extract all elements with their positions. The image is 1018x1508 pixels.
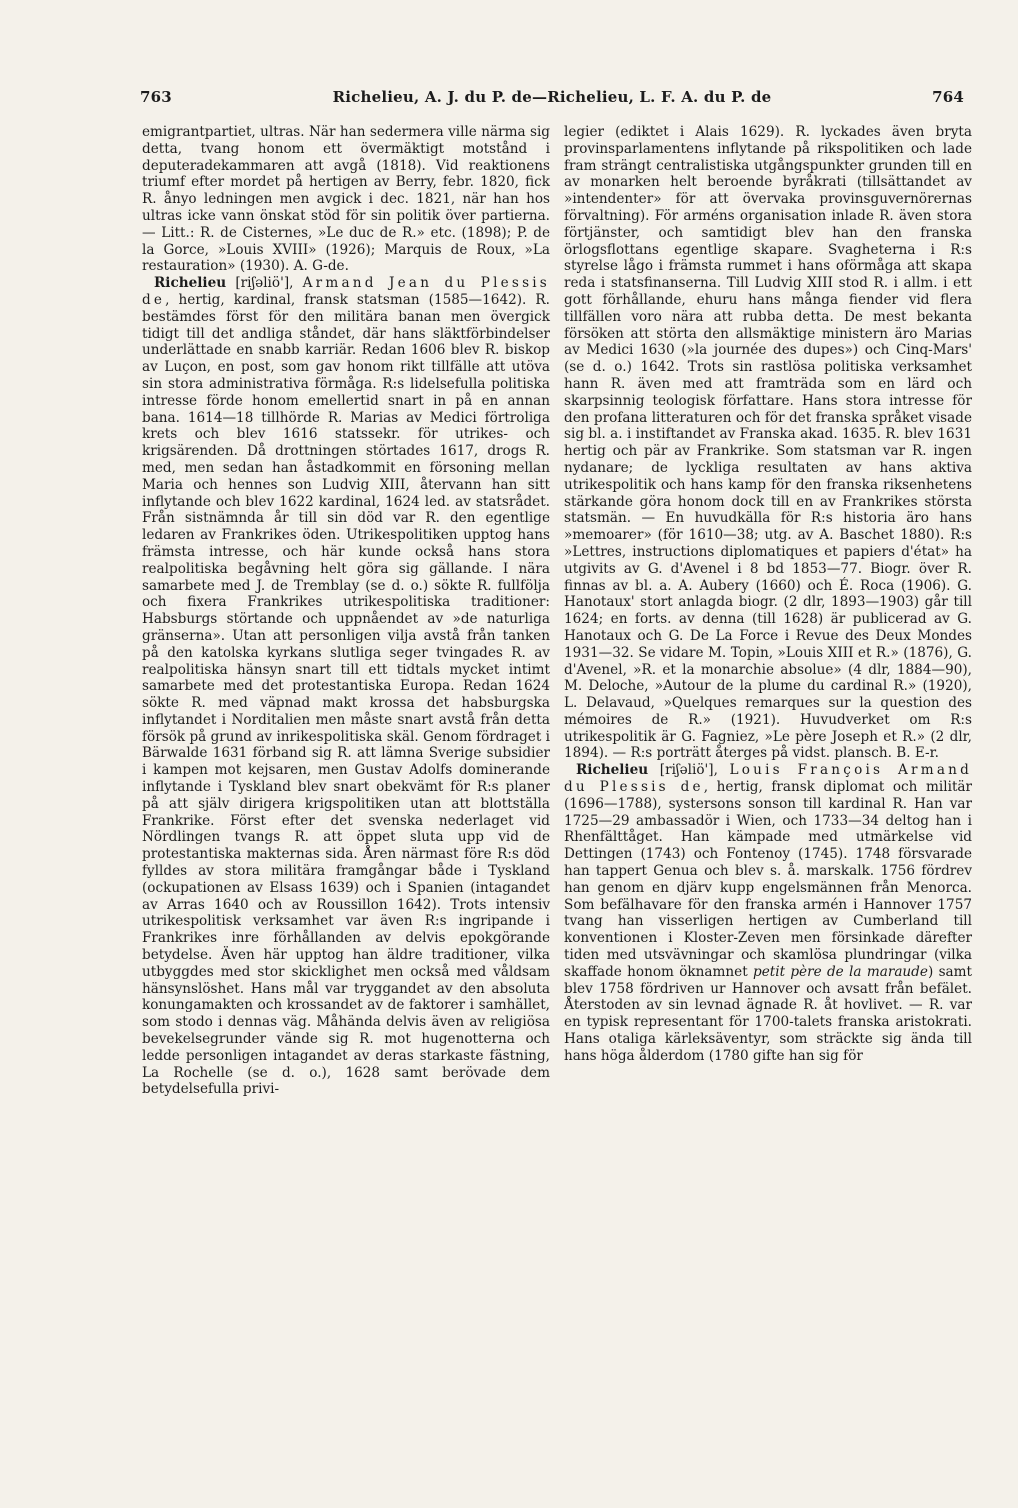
entry-armand-jean xyxy=(142,275,550,1098)
entry-body: , hertig, fransk diplomat och militär (1696—1788), systersons sonson till kardinal R. Han var 1725—29 ambassadör i Wien, och 1733—34 deltog han i Rhenfälttåget. Han kämpade med utmärkelse vid Dettingen (1743) och Fontenoy (1745). 1748 försvarade han tappert Genua och blev s. å. marskalk. 1756 fördrev han genom en djärv kupp engelsmännen från Menorca. Som befälhavare för den franska armén i Hannover 1757 tvang han visserligen hertigen av Cumberland till konventionen i Kloster-Zeven men försinkade därefter tiden med utsvävningar och skamlösa plundringar (vilka skaffade honom öknamnet xyxy=(564,779,973,980)
page-number-right: 764 xyxy=(932,88,964,106)
entry-fullname: Louis François Armand du Plessis de xyxy=(564,762,972,796)
page-header xyxy=(140,88,964,118)
entry-body: , hertig, kardinal, fransk statsman (1585—1642). R. bestämdes först för den militära banan men övergick tidigt till det andliga ståndet, där hans släktförbindelser underlättade en snabb karriär. Redan 1606 blev R. biskop av Luçon, en post, som gav honom rikt tillfälle att utöva sin stora administrativa förmåga. R:s lidelsefulla politiska intresse förde honom emellertid snart in på en annan bana. 1614—18 tillhörde R. Marias av Medici förtroliga krets och blev 1616 statssekr. för utrikes- och krigsärenden. Då drottningen störtades 1617, drogs R. med, men sedan han åstadkommit en försoning mellan Maria och hennes son Ludvig XIII, återvann han sitt inflytande och blev 1622 kardinal, 1624 led. av statsrådet. Från sistnämnda år till sin död var R. den egentlige ledaren av Frankrikes öden. Utrikespolitiken upptog hans främsta intresse, och här kunde också hans stora realpolitiska begåvning helt göra sig gällande. I nära samarbete med J. de Tremblay (se d. o.) sökte R. fullfölja och fixera Frankrikes utrikespolitiska traditioner: Habsburgs störtande och uppnåendet av »de naturliga gränserna». Utan att personligen vilja avstå från tanken på den katolska kyrkans slutliga seger tvingades R. av realpolitiska hänsyn snart till ett tidtals mycket intimt samarbete med det protestantiska Europa. Redan 1624 sökte R. med väpnad makt krossa det habsburgska inflytandet i Norditalien men måste snart avstå från detta försök på grund av inrikespolitiska skäl. Genom fördraget i Bärwalde 1631 förband sig R. att lämna Sverige subsidier i kampen mot kejsaren, men Gustav Adolfs dominerande inflytande i Tyskland blev snart obekvämt för R:s planer på att själv dirigera krigspolitiken utan att blottställa Frankrike. Först efter det svenska nederlaget vid Nördlingen tvangs R. att öppet sluta upp vid de protestantiska makternas sida. Åren närmast före R:s död fylldes av stora militära framgångar både i Tyskland (ockupationen av Elsass 1639) och i Spanien (intagandet av Arras 1640 och av Roussillon 1642). Trots intensiv utrikespolitisk verksamhet var även R:s ingripande i Frankrikes inre förhållanden av delvis epokgörande betydelse. Även här upptog han äldre traditioner, vilka utbyggdes med stor skicklighet men också med våldsam hänsynslöshet. Hans mål var tryggandet av den absoluta konungamakten och krossandet av de faktorer i samhället, som stodo i dennas väg. Måhända delvis även av religiösa bevekelsegrunder vände sig R. mot hugenotterna och ledde personligen intagandet av deras starkaste fästning, La Rochelle (se d. o.), 1628 samt berövade dem betydelsefulla privi- xyxy=(142,291,550,1098)
entry-headword: Richelieu xyxy=(576,762,649,779)
entry-headword: Richelieu xyxy=(154,275,227,292)
entry-louis-francois xyxy=(564,762,972,1064)
entry-body: ) samt blev 1758 fördriven ur Hannover och avsatt från befälet. Återstoden av sin levnad ägnade R. åt hovlivet. — R. var en typisk representant för 1700-talets franska aristokrati. Hans otaliga kärleksäventyr, som sträckte sig ända till hans höga ålderdom (1780 gifte han sig för xyxy=(564,963,972,1064)
paragraph-continuation: legier (ediktet i Alais 1629). R. lyckades även bryta provinsparlamentens inflytande på rikspolitiken och lade fram strängt centralistiska utgångspunkter grunden till en av monarken helt beroende byråkrati (tillsättandet av »intendenter» för att övervaka provinsguvernörernas förvaltning). För arméns organisation inlade R. även stora förtjänster, och samtidigt blev han den franska örlogsflottans egentlige skapare. Svagheterna i R:s styrelse lågo i främsta rummet i hans oförmåga att skapa reda i statsfinanserna. Till Ludvig XIII stod R. i allm. i ett gott förhållande, ehuru hans många fiender vid flera tillfällen voro nära att rubba detta. De mest bekanta försöken att störta den allsmäktige ministern äro Marias av Medici 1630 (»la journée des dupes») och Cinq-Mars' (se d. o.) 1642. Trots sin rastlösa politiska verksamhet hann R. även med att framträda som en lärd och skarpsinnig teologisk författare. Hans stora intresse för den profana litteraturen och för det franska språket visade sig bl. a. i instiftandet av Franska akad. 1635. R. blev 1631 hertig och pär av Frankrike. Som statsman var R. ingen nydanare; de lyckliga resultaten av hans aktiva utrikespolitik och hans kamp för den franska riksenhetens stärkande göra honom dock till en av Frankrikes största statsmän. — En huvudkälla för R:s historia äro hans »memoarer» (för 1610—38; utg. av A. Baschet 1880). R:s »Lettres, instructions diplomatiques et papiers d'état» ha utgivits av G. d'Avenel i 8 bd 1853—77. Biogr. över R. finnas av bl. a. A. Aubery (1660) och É. Roca (1906). G. Hanotaux' stort anlagda biogr. (2 dlr, 1893—1903) går till 1624; en forts. av denna (till 1628) är publicerad av G. Hanotaux och G. De La Force i Revue des Deux Mondes 1931—32. Se vidare M. Topin, »Louis XIII et R.» (1876), G. d'Avenel, »R. et la monarchie absolue» (4 dlr, 1884—90), M. Deloche, »Autour de la plume du cardinal R.» (1920), L. Delavaud, »Quelques remarques sur la question des mémoires de R.» (1921). Huvudverket om R:s utrikespolitik är G. Fagniez, »Le père Joseph et R.» (2 dlr, 1894). — R:s porträtt återges på vidst. plansch. B. E-r. xyxy=(564,124,972,762)
right-column xyxy=(564,124,972,1065)
pronunciation: [riʃəliö'], xyxy=(648,762,730,779)
pronunciation: [riʃəliö'], xyxy=(226,275,303,292)
paragraph-continuation: emigrantpartiet, ultras. När han sedermera ville närma sig detta, tvang honom ett övermäktigt motstånd i deputeradekammaren att avgå (1818). Vid reaktionens triumf efter mordet på hertigen av Berry, febr. 1820, fick R. ånyo ledningen men avgick i dec. 1821, när han hos ultras icke vann önskat stöd för sin politik över partierna. — Litt.: R. de Cisternes, »Le duc de R.» etc. (1898); P. de la Gorce, »Louis XVIII» (1926); Marquis de Roux, »La restauration» (1930). A. G-de. xyxy=(142,124,550,275)
entry-italic-nickname: petit père de la maraude xyxy=(753,963,928,980)
left-column xyxy=(142,124,550,1098)
running-title: Richelieu, A. J. du P. de—Richelieu, L. F. A. du P. de xyxy=(332,88,772,106)
entry-fullname: Armand Jean du Plessis de xyxy=(142,275,550,308)
page-number-left: 763 xyxy=(140,88,172,106)
